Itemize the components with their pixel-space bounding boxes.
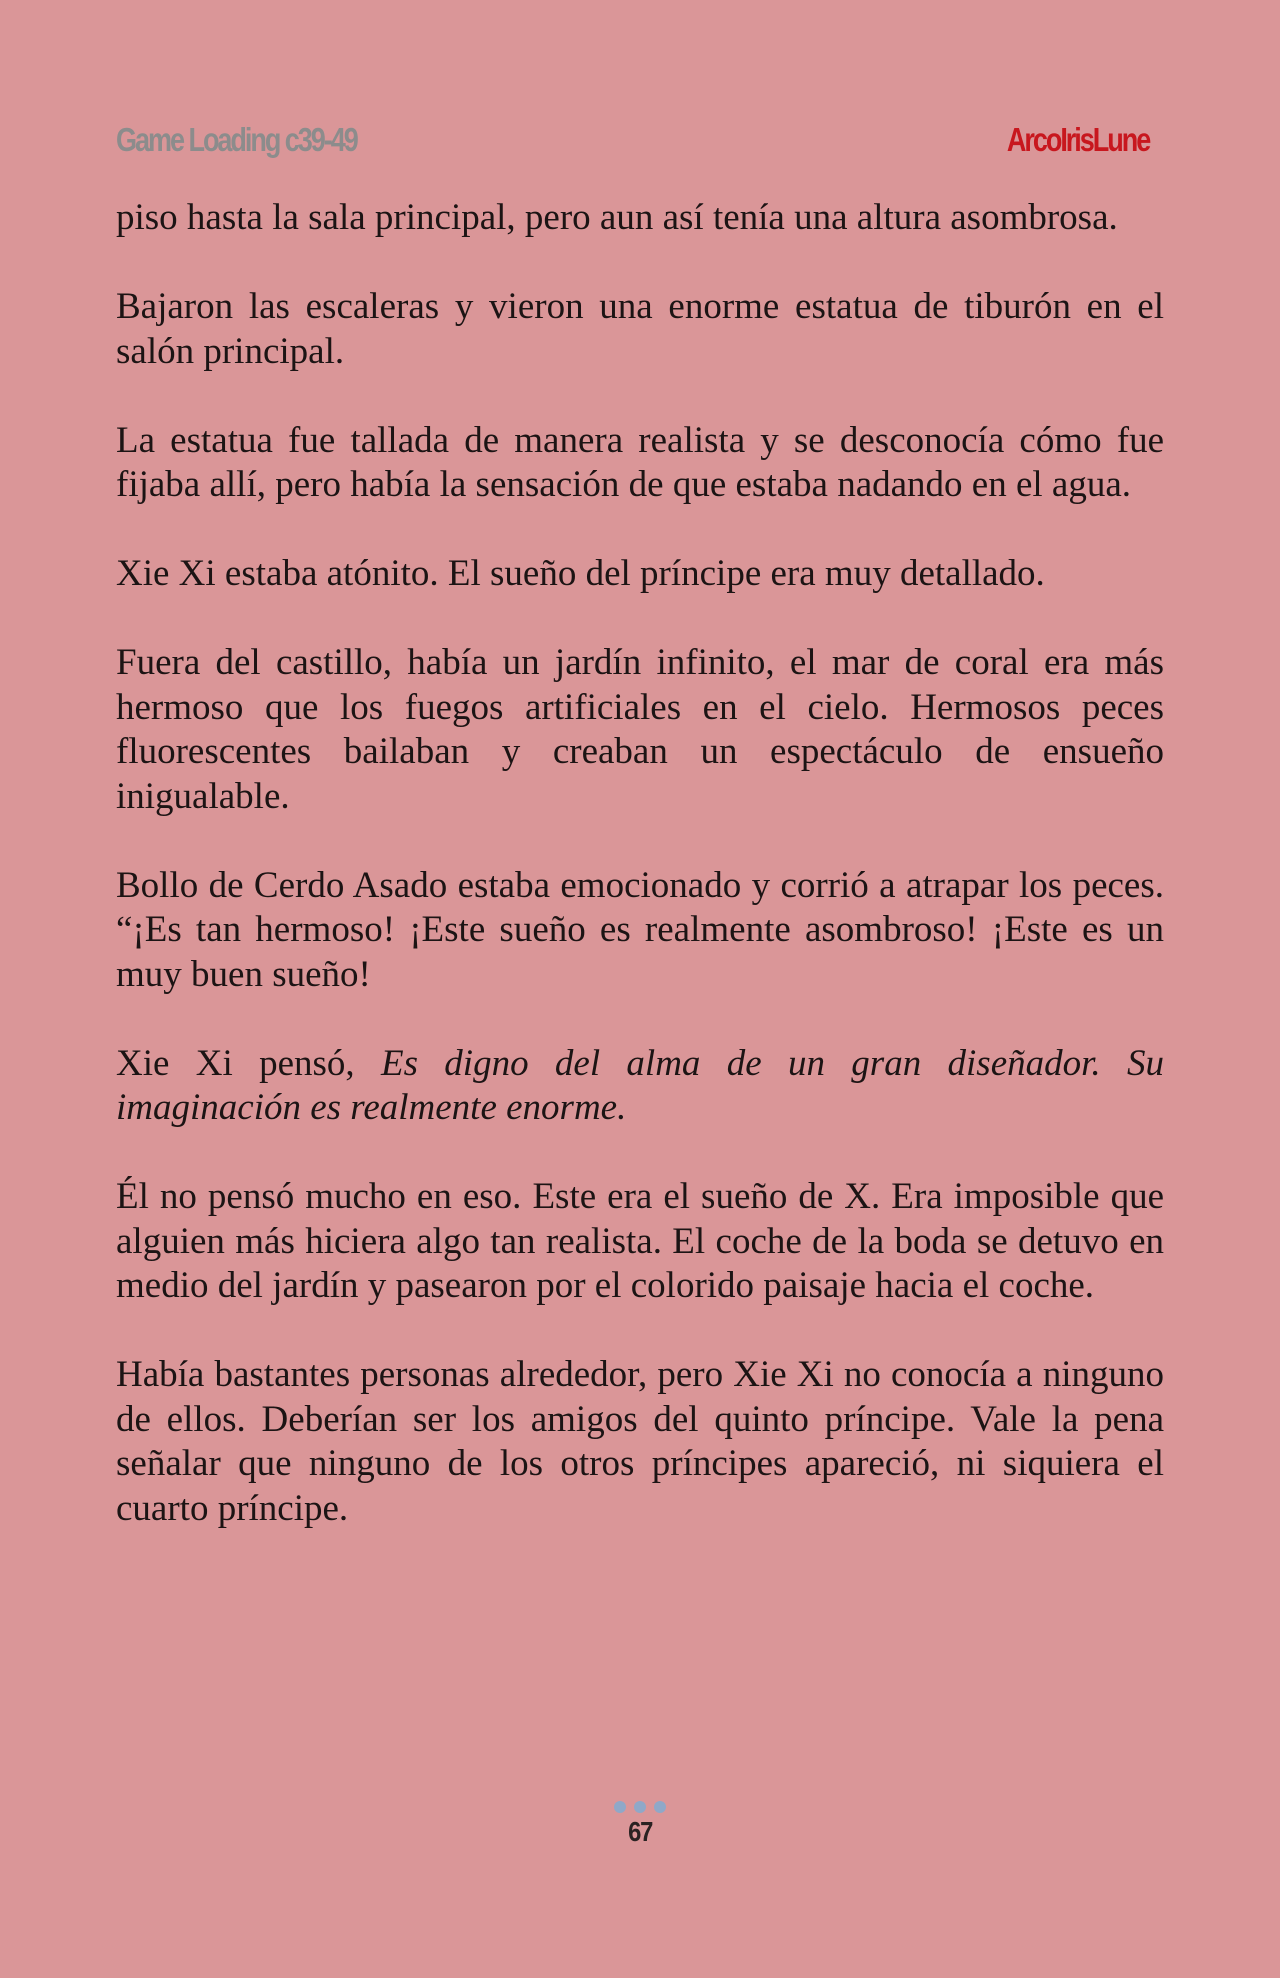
page-body (116, 196, 1164, 1576)
paragraph: Había bastantes personas alrededor, pero Xie Xi no conocía a ninguno de ellos. Deberían ser los amigos del quinto príncipe. Vale la pena señalar que ninguno de los otros príncipes apareció, ni siquiera el cuarto príncipe. (116, 1354, 1164, 1529)
paragraph: Bollo de Cerdo Asado estaba emocionado y corrió a atrapar los peces. “¡Es tan hermoso! ¡Este sueño es realmente asombroso! ¡Este es un muy buen sueño! (116, 864, 1164, 995)
ellipsis-dots-icon (0, 1800, 1280, 1814)
paragraph: Xie Xi pensó, Es digno del alma de un gran diseñador. Su imaginación es realmente enorme. (116, 1042, 1165, 1128)
dot-icon (654, 1801, 666, 1813)
paragraph: Xie Xi estaba atónito. El sueño del príncipe era muy detallado. (116, 553, 1045, 594)
dot-icon (614, 1801, 626, 1813)
header-translator: ArcoIrisLune (1006, 121, 1150, 158)
page-number: 67 (628, 1816, 652, 1847)
dot-icon (634, 1801, 646, 1813)
italic-thought: Es digno del alma de un gran diseñador. Su imaginación es realmente enorme. (116, 1042, 1165, 1128)
page-header (116, 114, 1150, 166)
paragraph: Bajaron las escaleras y vieron una enorme estatua de tiburón en el salón principal. (116, 286, 1164, 372)
paragraph: Fuera del castillo, había un jardín infinito, el mar de coral era más hermoso que los fuegos artificiales en el cielo. Hermosos peces fluorescentes bailaban y creaban un espectáculo de ensueño inigualable. (116, 642, 1164, 817)
page-footer (0, 1800, 1280, 1848)
paragraph: Él no pensó mucho en eso. Este era el sueño de X. Era imposible que alguien más hiciera algo tan realista. El coche de la boda se detuvo en medio del jardín y pasearon por el colorido paisaje hacia el coche. (116, 1176, 1164, 1306)
paragraph: piso hasta la sala principal, pero aun así tenía una altura asombrosa. (116, 197, 1118, 238)
paragraph: La estatua fue tallada de manera realista y se desconocía cómo fue fijaba allí, pero había la sensación de que estaba nadando en el agua. (116, 419, 1164, 505)
header-book-title: Game Loading c39-49 (116, 121, 357, 158)
